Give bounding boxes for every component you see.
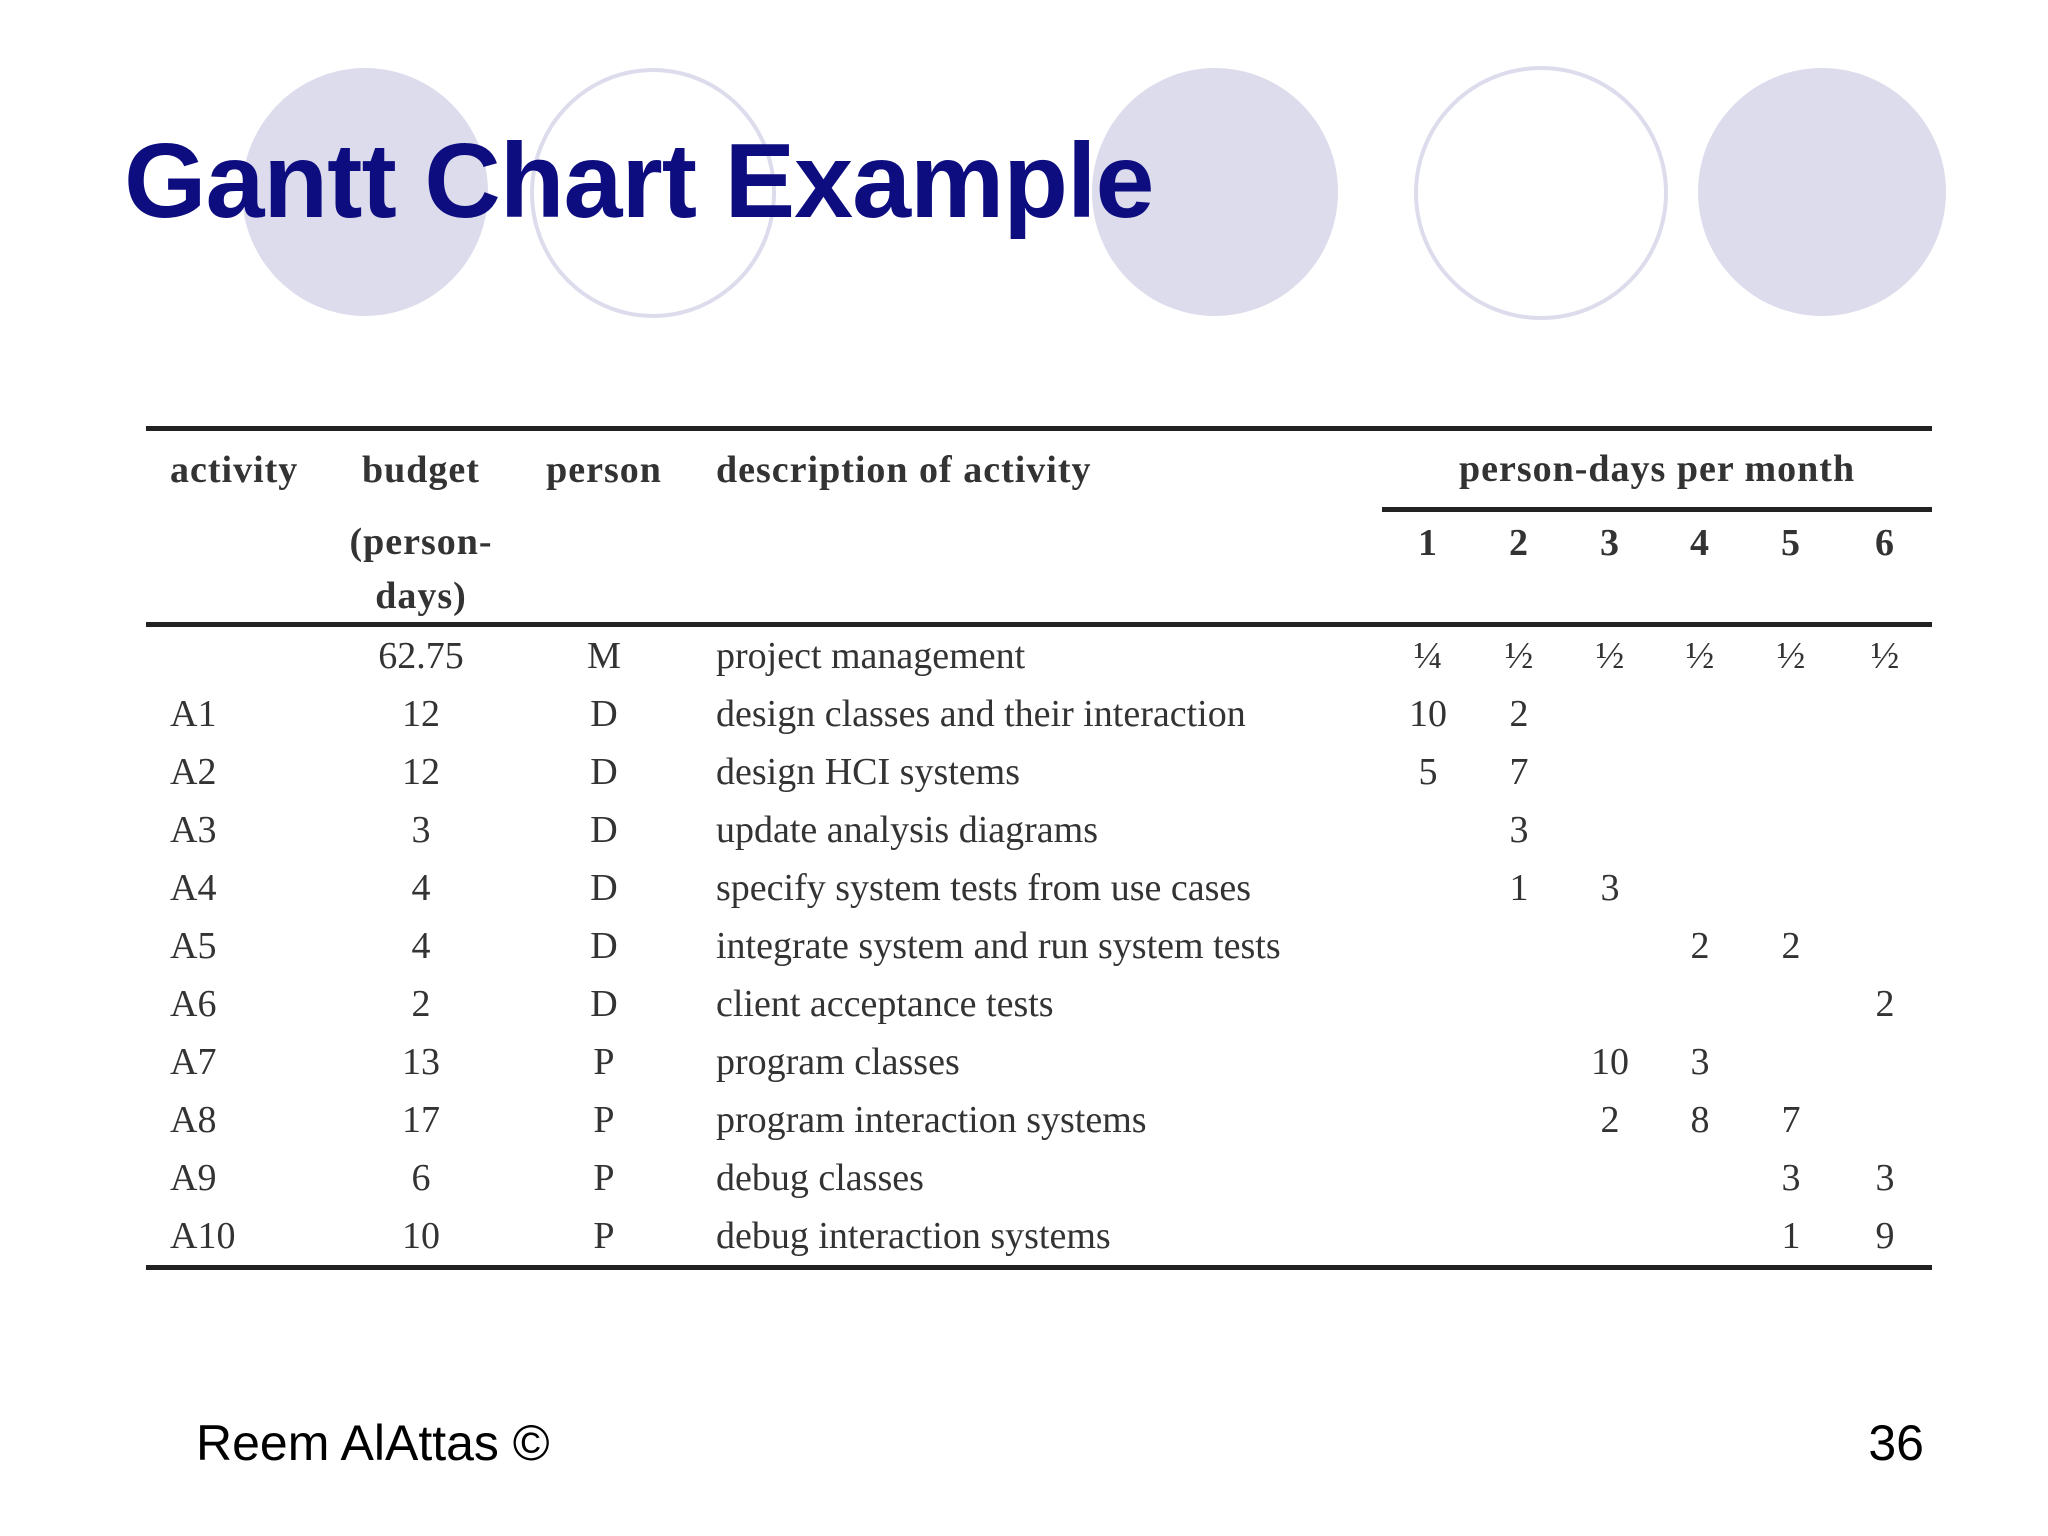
decor-circle-5: [1698, 68, 1946, 316]
header-budget: budget: [362, 449, 480, 492]
description-cell: project management: [716, 635, 1026, 677]
budget-cell: 12: [402, 693, 440, 735]
month-1-cell: 10: [1409, 693, 1447, 735]
header-month-3: 3: [1600, 522, 1620, 564]
header-row-3: [146, 574, 1932, 625]
table-body: [146, 625, 1932, 1268]
month-4-cell: 8: [1690, 1099, 1710, 1141]
month-1-cell: ¼: [1413, 635, 1443, 677]
month-2-cell: 1: [1509, 867, 1529, 909]
budget-cell: 4: [411, 867, 431, 909]
month-1-cell: [1382, 1207, 1474, 1268]
month-6-cell: [1838, 1033, 1932, 1091]
activity-cell: A7: [170, 1041, 217, 1083]
month-3-cell: [1564, 1207, 1656, 1268]
month-5-cell: 2: [1781, 925, 1801, 967]
header-month-4: 4: [1690, 522, 1710, 564]
person-cell: P: [593, 1099, 615, 1141]
header-person-days-per-month: person-days per month: [1382, 429, 1932, 510]
person-cell: D: [590, 983, 618, 1025]
header-row-months: [146, 510, 1932, 575]
person-cell: P: [593, 1041, 615, 1083]
month-4-cell: [1656, 1207, 1744, 1268]
month-4-cell: ½: [1685, 635, 1715, 677]
month-5-cell: [1744, 685, 1838, 743]
footer-author: Reem AlAttas ©: [196, 1415, 550, 1471]
month-3-cell: 3: [1600, 867, 1620, 909]
month-1-cell: [1382, 1033, 1474, 1091]
month-1-cell: [1382, 975, 1474, 1033]
month-4-cell: 3: [1690, 1041, 1710, 1083]
activity-cell: A9: [170, 1157, 217, 1199]
person-cell: P: [516, 1207, 692, 1268]
activity-cell: [146, 625, 326, 686]
budget-cell: 6: [411, 1157, 431, 1199]
month-3-cell: [1564, 917, 1656, 975]
month-5-cell: 3: [1781, 1157, 1801, 1199]
person-cell: D: [590, 867, 618, 909]
budget-cell: 12: [402, 751, 440, 793]
header-month-1: 1: [1418, 522, 1438, 564]
table-row: [146, 917, 1932, 975]
table-row: [146, 685, 1932, 743]
decor-circle-4: [1414, 66, 1668, 320]
budget-cell: 13: [402, 1041, 440, 1083]
person-cell: P: [593, 1157, 615, 1199]
month-5-cell: 7: [1781, 1099, 1801, 1141]
month-5-cell: [1744, 859, 1838, 917]
month-2-cell: ½: [1504, 635, 1534, 677]
description-cell: integrate system and run system tests: [716, 925, 1281, 967]
month-6-cell: [1838, 685, 1932, 743]
slide-title: Gantt Chart Example: [124, 122, 1154, 240]
header-month-6: 6: [1875, 522, 1896, 564]
description-cell: design classes and their interaction: [716, 693, 1246, 735]
month-2-cell: [1474, 1149, 1564, 1207]
month-2-cell: 7: [1509, 751, 1529, 793]
table-row: [146, 1149, 1932, 1207]
header-budget-line2: (person-: [349, 520, 493, 563]
gantt-table: [146, 426, 1932, 1270]
month-5-cell: [1744, 1033, 1838, 1091]
person-cell: D: [590, 693, 618, 735]
description-cell: design HCI systems: [716, 751, 1020, 793]
person-cell: M: [587, 635, 621, 677]
header-person: person: [546, 449, 662, 492]
month-6-cell: [1838, 1091, 1932, 1149]
month-4-cell: [1656, 859, 1744, 917]
month-3-cell: 10: [1591, 1041, 1629, 1083]
header-description: description of activity: [716, 449, 1092, 492]
month-6-cell: 9: [1838, 1207, 1932, 1268]
month-1-cell: [1382, 859, 1474, 917]
month-1-cell: [1382, 1091, 1474, 1149]
table-row: [146, 1091, 1932, 1149]
month-2-cell: [1474, 1033, 1564, 1091]
month-5-cell: ½: [1776, 635, 1806, 677]
page-number: 36: [1868, 1415, 1924, 1471]
description-cell: specify system tests from use cases: [716, 867, 1252, 909]
month-3-cell: [1564, 1149, 1656, 1207]
month-1-cell: [1382, 917, 1474, 975]
month-3-cell: 2: [1600, 1099, 1620, 1141]
budget-cell: 10: [326, 1207, 516, 1268]
description-cell: program classes: [716, 1041, 960, 1083]
month-4-cell: [1656, 975, 1744, 1033]
month-6-cell: [1838, 801, 1932, 859]
month-2-cell: 2: [1509, 693, 1529, 735]
activity-cell: A2: [170, 751, 217, 793]
person-cell: D: [590, 751, 618, 793]
table-row: [146, 1033, 1932, 1091]
activity-cell: A1: [170, 693, 217, 735]
month-3-cell: [1564, 685, 1656, 743]
month-6-cell: 3: [1875, 1157, 1895, 1199]
table-row: [146, 1207, 1932, 1268]
table-row: [146, 975, 1932, 1033]
month-2-cell: [1474, 917, 1564, 975]
month-4-cell: [1656, 743, 1744, 801]
month-2-cell: [1474, 975, 1564, 1033]
month-4-cell: 2: [1690, 925, 1710, 967]
table-row: [146, 625, 1932, 686]
gantt-table-figure: [146, 426, 1932, 1270]
table-row: [146, 859, 1932, 917]
month-5-cell: [1744, 743, 1838, 801]
month-4-cell: [1656, 801, 1744, 859]
table-row: [146, 743, 1932, 801]
month-3-cell: [1564, 743, 1656, 801]
budget-cell: 3: [411, 809, 431, 851]
description-cell: debug classes: [716, 1157, 924, 1199]
description-cell: update analysis diagrams: [716, 809, 1099, 851]
month-2-cell: [1474, 1207, 1564, 1268]
month-3-cell: ½: [1595, 635, 1625, 677]
month-6-cell: [1838, 917, 1932, 975]
budget-cell: 17: [402, 1099, 440, 1141]
month-2-cell: [1474, 1091, 1564, 1149]
person-cell: D: [590, 809, 618, 851]
description-cell: debug interaction systems: [692, 1207, 1382, 1268]
header-activity: activity: [170, 449, 299, 492]
month-5-cell: [1744, 801, 1838, 859]
activity-cell: A6: [170, 983, 217, 1025]
activity-cell: A8: [170, 1099, 217, 1141]
month-6-cell: [1838, 743, 1932, 801]
month-6-cell: 2: [1875, 983, 1895, 1025]
activity-cell: A4: [170, 867, 217, 909]
budget-cell: 2: [411, 983, 431, 1025]
header-budget-line3: days): [326, 574, 516, 625]
person-cell: D: [590, 925, 618, 967]
month-3-cell: [1564, 975, 1656, 1033]
table-row: [146, 801, 1932, 859]
header-month-2: 2: [1509, 522, 1529, 564]
header-month-5: 5: [1781, 522, 1801, 564]
month-5-cell: [1744, 975, 1838, 1033]
month-2-cell: 3: [1509, 809, 1529, 851]
month-5-cell: 1: [1744, 1207, 1838, 1268]
month-4-cell: [1656, 685, 1744, 743]
month-6-cell: [1838, 859, 1932, 917]
month-4-cell: [1656, 1149, 1744, 1207]
activity-cell: A10: [146, 1207, 326, 1268]
month-3-cell: [1564, 801, 1656, 859]
description-cell: program interaction systems: [716, 1099, 1147, 1141]
description-cell: client acceptance tests: [716, 983, 1054, 1025]
activity-cell: A3: [170, 809, 217, 851]
header-row: [146, 429, 1932, 510]
month-1-cell: 5: [1418, 751, 1438, 793]
month-1-cell: [1382, 801, 1474, 859]
budget-cell: 62.75: [378, 635, 464, 677]
activity-cell: A5: [170, 925, 217, 967]
month-6-cell: ½: [1870, 635, 1900, 677]
month-1-cell: [1382, 1149, 1474, 1207]
budget-cell: 4: [411, 925, 431, 967]
